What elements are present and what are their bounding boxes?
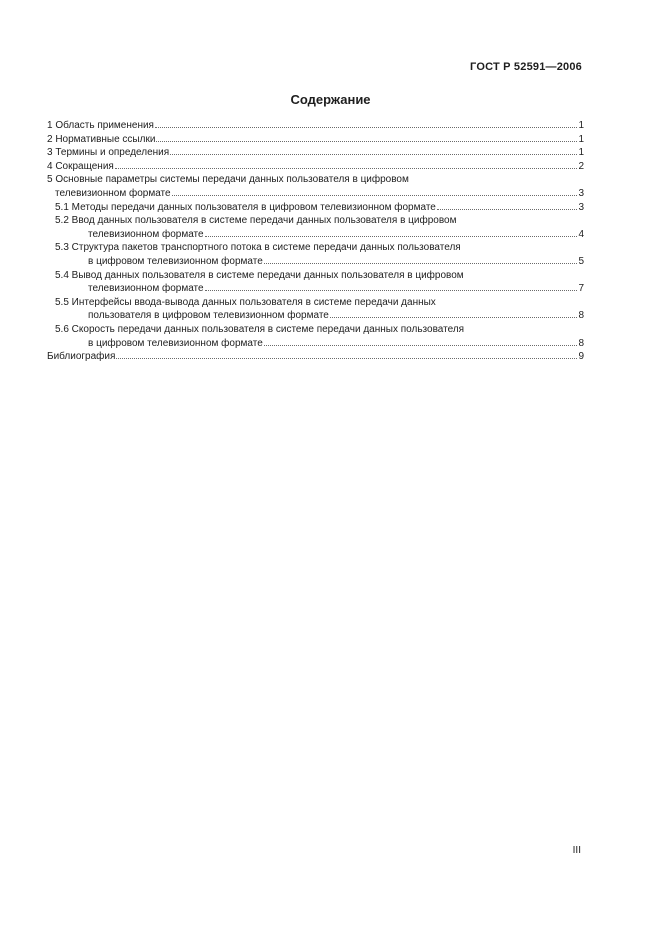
toc-entry-text: 5.5 Интерфейсы ввода-вывода данных пользователя в системе передачи данных [55,296,436,308]
toc-entry-text: 1 Область применения [47,120,154,131]
toc-entry-continuation[interactable] [47,255,584,269]
toc-entry-text-cont: пользователя в цифровом телевизионном формате [88,310,329,322]
toc-entry-first-line[interactable] [47,173,584,187]
toc-entry-text-cont: в цифровом телевизионном формате [88,337,263,349]
dot-leader [205,235,577,237]
toc-entry-page: 7 [578,283,584,295]
toc-entry-continuation[interactable] [47,309,584,323]
dot-leader [205,289,577,291]
toc-entry-page: 3 [578,187,584,199]
dot-leader [156,140,577,142]
toc-entry-page: 8 [578,337,584,349]
toc-entry-text: 5.4 Вывод данных пользователя в системе передачи данных пользователя в цифровом [55,269,464,281]
dot-leader [264,262,577,264]
toc-entry-first-line[interactable] [47,296,584,310]
toc-entry-page: 8 [578,310,584,322]
toc-entry-first-line[interactable] [47,323,584,337]
toc-entry-first-line[interactable] [47,241,584,255]
toc-entry-page: 1 [578,147,584,159]
table-of-contents [47,119,584,364]
toc-entry[interactable] [47,160,584,174]
dot-leader [264,344,577,346]
toc-entry-text: 3 Термины и определения [47,147,170,159]
toc-entry-page: 1 [578,120,584,131]
toc-entry-text-cont: телевизионном формате [88,283,204,295]
toc-entry-bibliography[interactable] [47,350,584,364]
toc-entry-page: 2 [578,160,584,172]
toc-entry[interactable] [47,119,584,133]
standard-code: ГОСТ Р 52591—2006 [470,61,582,73]
dot-leader [330,316,577,318]
toc-entry-page: 9 [578,351,584,363]
toc-entry-text: Библиография [47,351,116,363]
toc-entry-page: 4 [578,228,584,240]
toc-entry-text: 5.1 Методы передачи данных пользователя в цифровом телевизионном формате [55,201,436,213]
toc-entry-continuation[interactable] [47,282,584,296]
toc-entry-page: 3 [578,201,584,213]
toc-entry-text: 5.3 Структура пакетов транспортного потока в системе передачи данных пользователя [55,242,461,254]
toc-entry-first-line[interactable] [47,214,584,228]
toc-entry-text: 2 Нормативные ссылки [47,133,156,145]
dot-leader [116,357,577,359]
toc-entry-continuation[interactable] [47,337,584,351]
toc-entry[interactable] [47,201,584,215]
dot-leader [172,194,577,196]
toc-entry[interactable] [47,133,584,147]
toc-entry-text: 5.2 Ввод данных пользователя в системе передачи данных пользователя в цифровом [55,215,457,227]
dot-leader [155,126,577,128]
toc-entry-text: 4 Сокращения [47,160,114,172]
toc-entry-text: 5.6 Скорость передачи данных пользователя в системе передачи данных пользователя [55,323,465,335]
toc-entry-text-cont: телевизионном формате [55,187,171,199]
toc-entry-first-line[interactable] [47,269,584,283]
dot-leader [437,208,577,210]
toc-entry-continuation[interactable] [47,228,584,242]
dot-leader [115,167,577,169]
toc-entry-text: 5 Основные параметры системы передачи данных пользователя в цифровом [47,174,409,186]
toc-entry-continuation[interactable] [47,187,584,201]
dot-leader [170,153,577,155]
toc-entry[interactable] [47,146,584,160]
toc-entry-page: 5 [578,255,584,267]
toc-title: Содержание [290,92,371,107]
toc-entry-text-cont: в цифровом телевизионном формате [88,255,263,267]
toc-entry-page: 1 [578,133,584,145]
toc-entry-text-cont: телевизионном формате [88,228,204,240]
page-number: III [572,845,581,856]
